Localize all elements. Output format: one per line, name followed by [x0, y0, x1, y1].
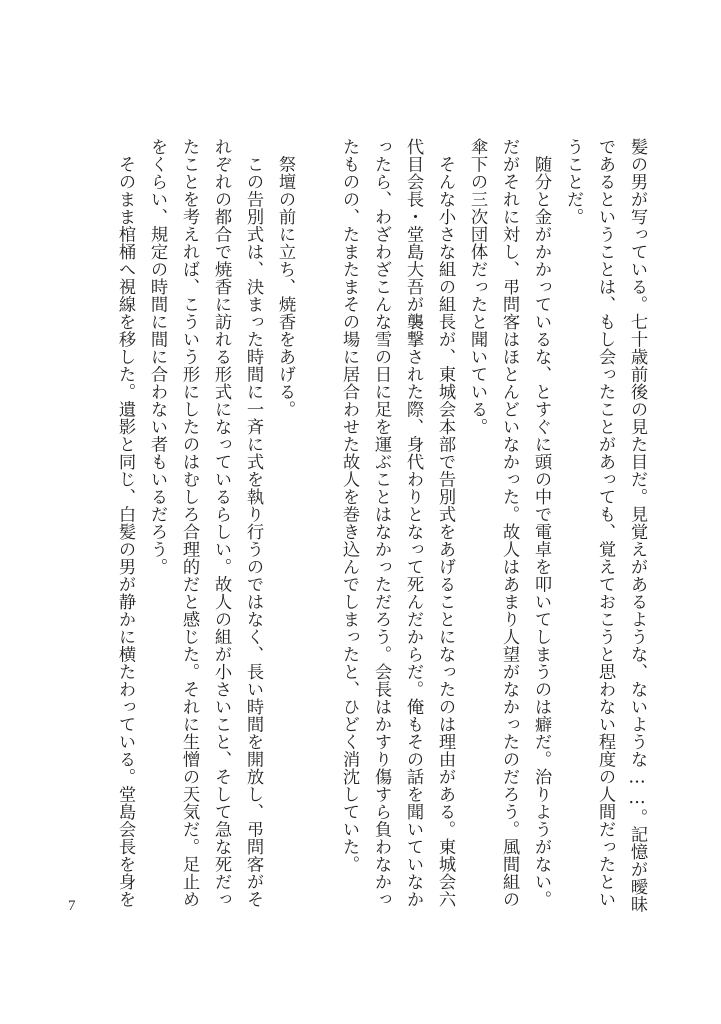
text-column: 随分と金がかかっているな、とすぐに頭の中で電卓を叩いてしまうのは癖だ。治りようがない。: [531, 138, 551, 908]
text-column: であるということは、もし会ったことがあっても、覚えておこうと思わない程度の人間だったとい: [595, 138, 615, 908]
text-column: ったら、わざわざこんな雪の日に足を運ぶことはなかっただろう。会長はかすり傷すら負わなかっ: [371, 138, 391, 908]
text-column: をくらい、規定の時間に間に合わない者もいるだろう。: [147, 138, 167, 576]
text-column: たことを考えれば、こういう形にしたのはむしろ合理的だと感じた。それに生憎の天気だ。足止め: [179, 138, 199, 908]
page-number: 7: [68, 898, 76, 914]
text-column: 代目会長・堂島大吾が襲撃された際、身代わりとなって死んだからだ。俺もその話を聞いていなか: [403, 138, 423, 908]
text-column: だがそれに対し、弔問客はほとんどいなかった。故人はあまり人望がなかったのだろう。風間組の: [499, 138, 519, 908]
text-column: たものの、たまたまその場に居合わせた故人を巻き込んでしまったと、ひどく消沈していた。: [339, 138, 359, 873]
text-column: そのまま棺桶へ視線を移した。遺影と同じ、白髪の男が静かに横たわっている。堂島会長を身を: [115, 138, 135, 908]
text-column: 傘下の三次団体だったと聞いている。: [467, 138, 487, 436]
text-column: うことだ。: [563, 138, 583, 226]
text-column: 髪の男が写っている。七十歳前後の見た目だ。見覚えがあるような、ないような……。記憶が曖昧: [627, 138, 647, 913]
text-column: そんな小さな組の組長が、東城会本部で告別式をあげることになったのは理由がある。東城会六: [435, 138, 455, 908]
text-column: この告別式は、決まった時間に一斉に式を執り行うのではなく、長い時間を開放し、弔問客がそ: [243, 138, 263, 908]
text-column: 祭壇の前に立ち、焼香をあげる。: [275, 138, 295, 418]
text-column: れぞれの都合で焼香に訪れる形式になっているらしい。故人の組が小さいこと、そして急な死だっ: [211, 138, 231, 908]
